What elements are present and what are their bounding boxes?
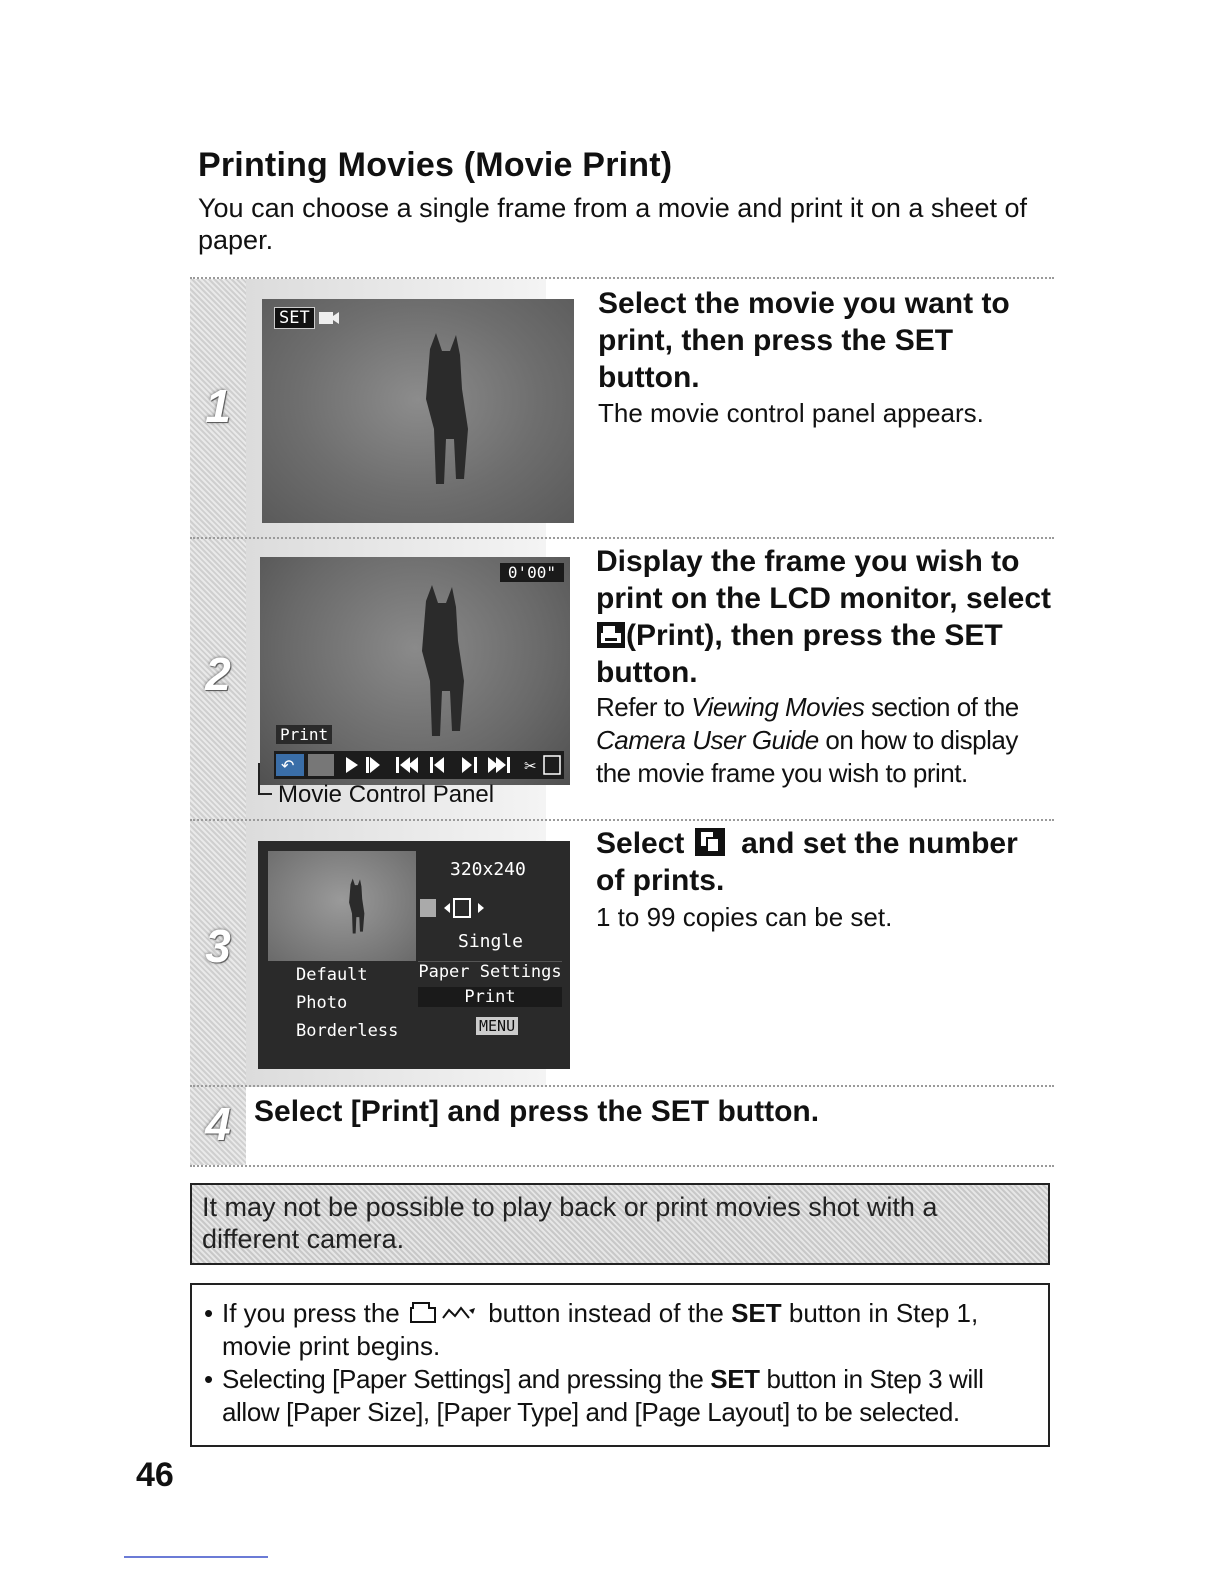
steps-list xyxy=(190,277,1054,1165)
step-2-heading: Display the frame you wish to print on the LCD monitor, select (Print), then press the SET button. xyxy=(596,545,1052,689)
step-1 xyxy=(190,277,1054,539)
single-label: Single xyxy=(458,931,524,952)
tips-box xyxy=(190,1283,1050,1447)
step-number: 3 xyxy=(205,920,231,972)
svg-text:↶: ↶ xyxy=(281,756,295,775)
resolution-label: 320x240 xyxy=(450,859,526,880)
movie-control-panel[interactable] xyxy=(274,751,564,779)
step-1-note: The movie control panel appears. xyxy=(598,398,984,428)
page-title: Printing Movies (Movie Print) xyxy=(198,146,673,184)
set-icon: SET xyxy=(274,307,315,329)
step-number: 4 xyxy=(205,1098,231,1150)
option-borderless[interactable]: Borderless xyxy=(296,1021,399,1041)
dog-photo xyxy=(336,873,376,943)
caution-box: It may not be possible to play back or print movies shot with a different camera. xyxy=(190,1183,1050,1265)
print-menu-button[interactable]: Print xyxy=(418,987,562,1007)
camera-screen-1 xyxy=(262,299,574,523)
time-display: 0'00" xyxy=(500,563,564,582)
callout-label: Movie Control Panel xyxy=(278,781,495,808)
option-default[interactable]: Default xyxy=(296,965,368,985)
intro-text: You can choose a single frame from a movie and print it on a sheet of paper. xyxy=(198,193,1027,255)
step-number: 1 xyxy=(205,380,231,432)
footer-rule xyxy=(124,1556,268,1558)
step-3-heading: Select and set the number of prints. xyxy=(596,827,1018,897)
copies-icon xyxy=(693,826,733,858)
step-2 xyxy=(190,537,1054,821)
step-2-note: Refer to Viewing Movies section of the Camera User Guide on how to display the movie frame you wish to print. xyxy=(596,692,1019,788)
step-number: 2 xyxy=(205,648,231,700)
movie-icon xyxy=(318,307,340,327)
step-4-heading: Select [Print] and press the SET button. xyxy=(254,1095,820,1128)
step-3-note: 1 to 99 copies can be set. xyxy=(596,902,893,932)
copies-selector[interactable] xyxy=(418,895,498,921)
print-share-icon xyxy=(407,1300,481,1326)
tips-list xyxy=(204,1297,1036,1429)
paper-settings-button[interactable]: Paper Settings xyxy=(418,962,562,982)
step-4 xyxy=(190,1085,1054,1167)
step-3 xyxy=(190,819,1054,1087)
step-1-heading: Select the movie you want to print, then press the SET button. xyxy=(598,287,1010,394)
menu-button[interactable]: MENU xyxy=(476,1017,518,1035)
print-icon xyxy=(596,621,626,649)
svg-text:✂: ✂ xyxy=(524,757,537,775)
tip-item: • If you press the button instead of the SET button in Step 1, movie print begins. xyxy=(204,1297,1036,1363)
dog-photo xyxy=(390,329,500,499)
callout-line xyxy=(258,763,272,795)
page-number: 46 xyxy=(136,1456,174,1494)
camera-screen-3 xyxy=(258,841,570,1069)
camera-screen-2 xyxy=(260,557,570,785)
tip-item: • Selecting [Paper Settings] and pressing the SET button in Step 3 will allow [Paper Size], [Paper Type] and [Page Layout] to be selected. xyxy=(204,1363,1036,1429)
print-label: Print xyxy=(276,725,332,744)
paper-options-list xyxy=(268,961,416,1045)
option-photo[interactable]: Photo xyxy=(296,993,348,1013)
thumbnail xyxy=(268,851,416,961)
dog-photo xyxy=(386,581,496,751)
